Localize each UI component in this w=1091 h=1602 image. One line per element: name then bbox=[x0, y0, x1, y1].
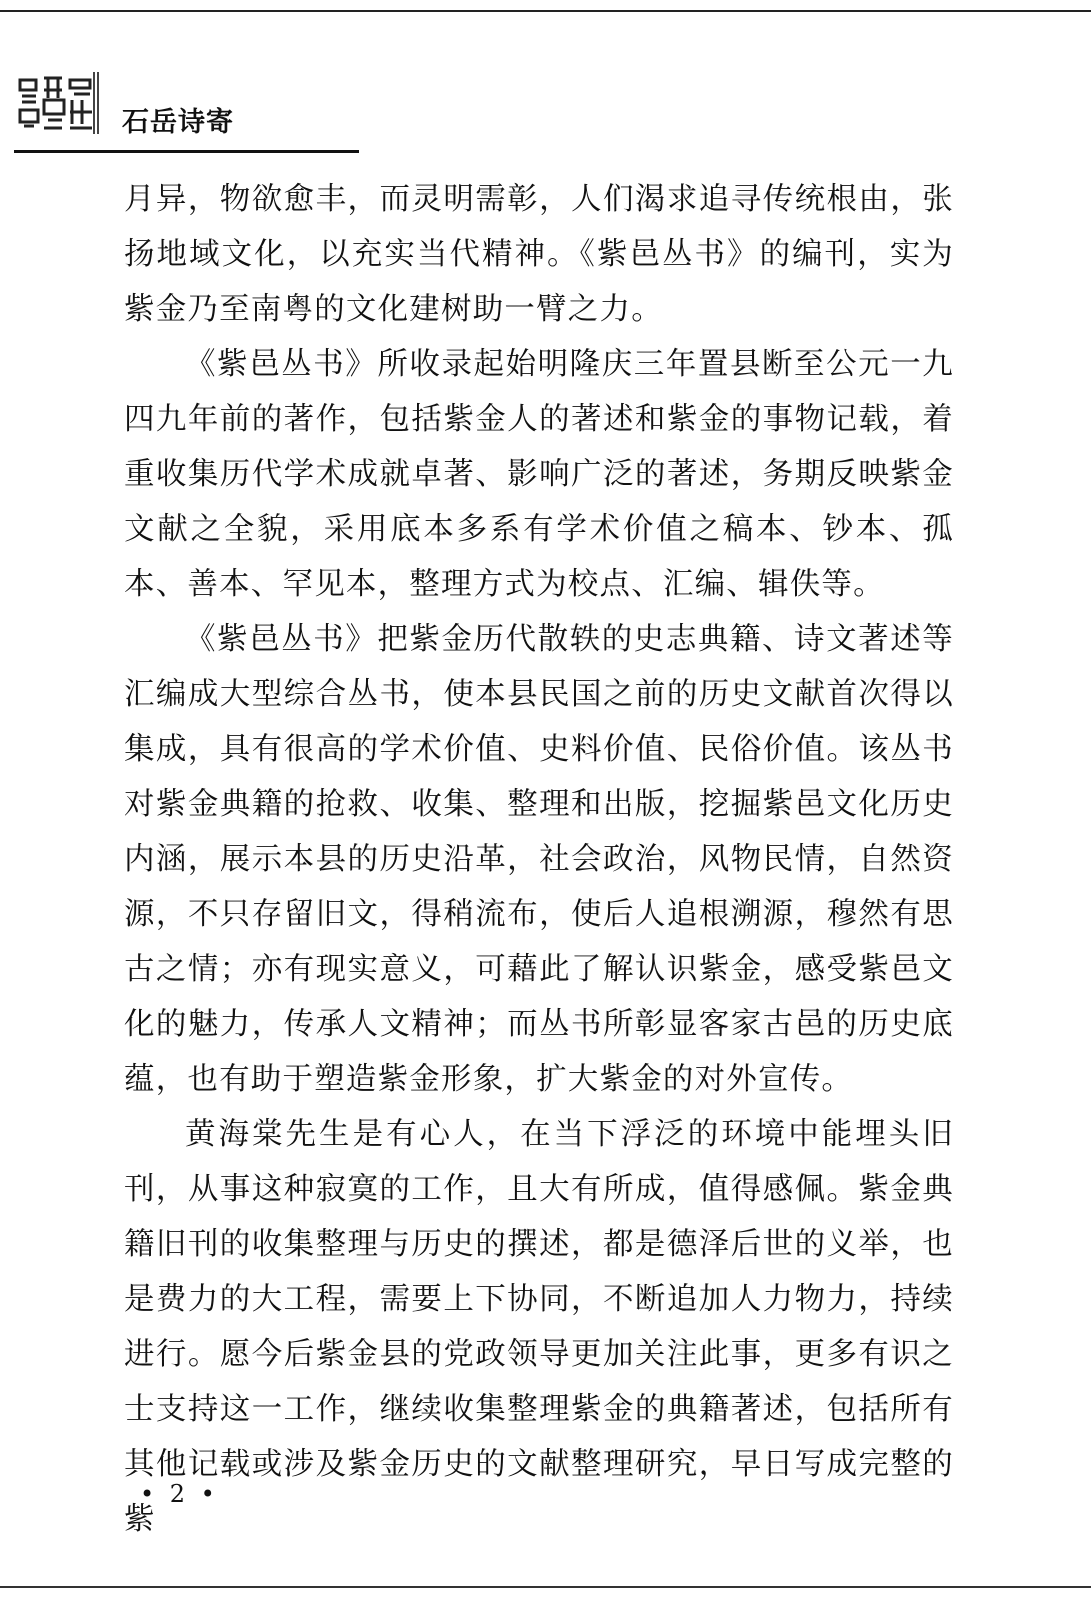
scan-edge-top bbox=[0, 0, 1091, 12]
seal-stamp-icon bbox=[14, 70, 100, 136]
paragraph-1: 月异，物欲愈丰，而灵明需彰，人们渴求追寻传统根由，张扬地域文化，以充实当代精神。《紫邑丛书》的编刊，实为紫金乃至南粤的文化建树助一臂之力。 bbox=[124, 182, 954, 327]
paragraph-3: 《紫邑丛书》把紫金历代散轶的史志典籍、诗文著述等汇编成大型综合丛书，使本县民国之前的历史文献首次得以集成，具有很高的学术价值、史料价值、民俗价值。该丛书对紫金典籍的抢救、收集、整理和出版，挖掘紫邑文化历史内涵，展示本县的历史沿革，社会政治，风物民情，自然资源，不只存留旧文，得稍流布，使后人追根溯源，穆然有思古之情；亦有现实意义，可藉此了解认识紫金，感受紫邑文化的魅力，传承人文精神；而丛书所彰显客家古邑的历史底蕴，也有助于塑造紫金形象，扩大紫金的对外宣传。 bbox=[124, 622, 954, 1097]
page-number: • 2 • bbox=[140, 1480, 219, 1508]
paragraph-4: 黄海棠先生是有心人，在当下浮泛的环境中能埋头旧刊，从事这种寂寞的工作，且大有所成，值得感佩。紫金典籍旧刊的收集整理与历史的撰述，都是德泽后世的义举，也是费力的大工程，需要上下协同，不断追加人力物力，持续进行。愿今后紫金县的党政领导更加关注此事，更多有识之士支持这一工作，继续收集整理紫金的典籍著述，包括所有其他记载或涉及紫金历史的文献整理研究，早日写成完整的紫 bbox=[124, 1117, 954, 1537]
page-header bbox=[14, 62, 359, 158]
header-rule bbox=[14, 150, 359, 153]
body-text bbox=[124, 172, 954, 1547]
paragraph-2: 《紫邑丛书》所收录起始明隆庆三年置县断至公元一九四九年前的著作，包括紫金人的著述和紫金的事物记载，着重收集历代学术成就卓著、影响广泛的著述，务期反映紫金文献之全貌，采用底本多系有学术价值之稿本、钞本、孤本、善本、罕见本，整理方式为校点、汇编、辑佚等。 bbox=[124, 347, 954, 602]
running-title: 石岳诗寄 bbox=[122, 107, 234, 138]
